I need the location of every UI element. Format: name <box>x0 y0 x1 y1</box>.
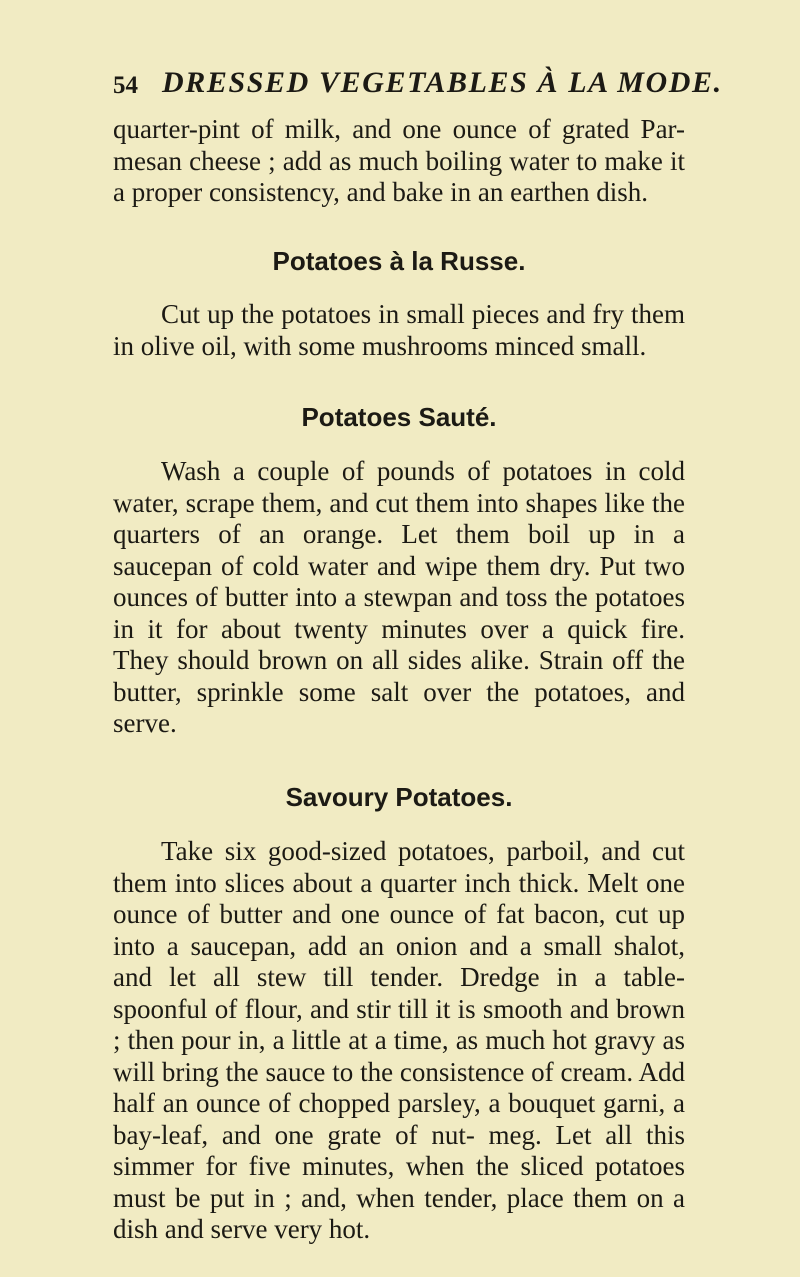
paragraph-savoury-potatoes: Take six good-sized potatoes, parboil, and cut them into slices about a quarter inch thick. Melt one ounce of butter and one ounce of fat bacon, cut up into a saucepan, add an onion and a small shalot, and let all stew till tender. Dredge in a table- spoonful of flour, and stir till it is smooth and brown ; then pour in, a little at a time, as much hot gravy as will bring the sauce to the consistence of cream. Add half an ounce of chopped parsley, a bouquet garni, a bay-leaf, and one grate of nut- meg. Let all this simmer for five minutes, when the sliced potatoes must be put in ; and, when tender, place them on a dish and serve very hot. <box>113 836 685 1244</box>
heading-savoury-potatoes: Savoury Potatoes. <box>285 782 513 812</box>
heading-potatoes-a-la-russe: Potatoes à la Russe. <box>272 246 526 276</box>
continued-paragraph: quarter-pint of milk, and one ounce of grated Par- mesan cheese ; add as much boiling water to make it a proper consistency, and bake in an earthen dish. <box>113 114 685 207</box>
running-title: DRESSED VEGETABLES À LA MODE. <box>162 66 723 99</box>
page-number: 54 <box>113 72 138 99</box>
paragraph-potatoes-saute: Wash a couple of pounds of potatoes in cold water, scrape them, and cut them into shapes like the quarters of an orange. Let them boil up in a saucepan of cold water and wipe them dry. Put two ounces of butter into a stewpan and toss the potatoes in it for about twenty minutes over a quick fire. They should brown on all sides alike. Strain off the butter, sprinkle some salt over the potatoes, and serve. <box>113 456 685 738</box>
running-head <box>113 66 723 106</box>
paragraph-potatoes-a-la-russe: Cut up the potatoes in small pieces and fry them in olive oil, with some mushrooms minced small. <box>113 299 685 361</box>
heading-potatoes-saute: Potatoes Sauté. <box>301 402 497 432</box>
